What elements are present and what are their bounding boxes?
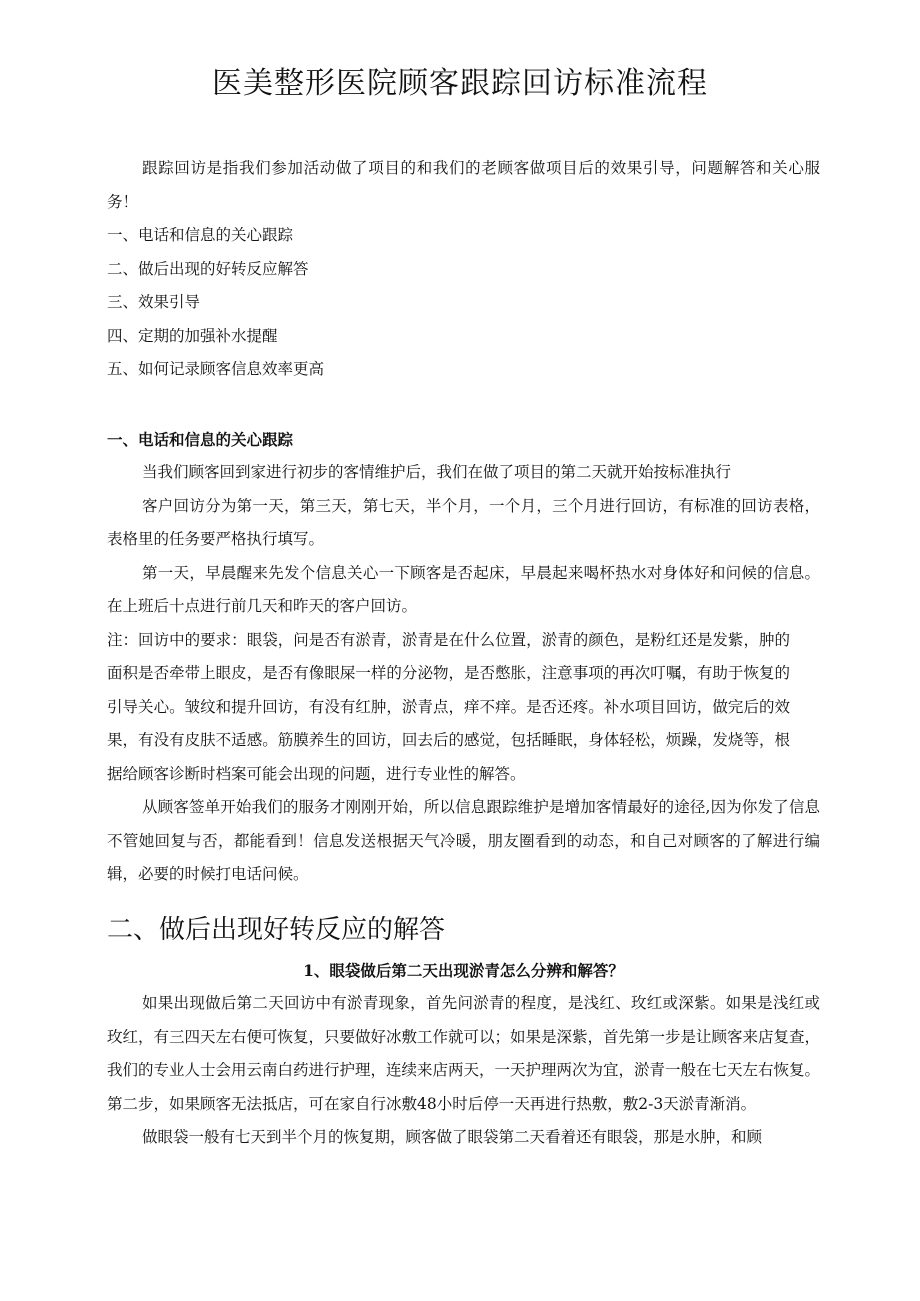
section2-paragraph: 做眼袋一般有七天到半个月的恢复期，顾客做了眼袋第二天看着还有眼袋，那是水肿，和顾	[142, 1128, 763, 1146]
section2-heading: 二、做后出现好转反应的解答	[107, 914, 446, 945]
toc-item: 五、如何记录顾客信息效率更高	[107, 360, 325, 378]
section1-heading: 一、电话和信息的关心跟踪	[107, 429, 294, 449]
page-title: 医美整形医院顾客跟踪回访标准流程	[212, 66, 708, 101]
section1-paragraph: 第一天，早晨醒来先发个信息关心一下顾客是否起床，早晨起来喝杯热水对身体好和问候的信息。在上班后十点进行前几天和昨天的客户回访。	[107, 563, 820, 615]
document-body	[107, 152, 820, 1155]
section1-paragraph: 当我们顾客回到家进行初步的客情维护后，我们在做了项目的第二天就开始按标准执行	[142, 463, 732, 481]
toc-item: 四、定期的加强补水提醒	[107, 326, 278, 345]
section2-subheading: 1、眼袋做后第二天出现淤青怎么分辨和解答？	[303, 960, 624, 980]
section1-paragraph: 客户回访分为第一天，第三天，第七天，半个月，一个月，三个月进行回访，有标准的回访表格，表格里的任务要严格执行填写。	[107, 496, 820, 548]
intro-paragraph: 跟踪回访是指我们参加活动做了项目的和我们的老顾客做项目后的效果引导，问题解答和关心服务！	[107, 159, 820, 211]
section1-paragraph: 从顾客签单开始我们的服务才刚刚开始，所以信息跟踪维护是增加客情最好的途径,因为你发了信息不管她回复与否，都能看到！信息发送根据天气冷暖，朋友圈看到的动态，和自己对顾客的了解进行编辑，必要的时候打电话问候。	[107, 798, 820, 883]
toc-list	[107, 219, 820, 387]
toc-item: 一、电话和信息的关心跟踪	[107, 226, 294, 244]
toc-item: 二、做后出现的好转反应解答	[107, 259, 309, 278]
toc-item: 三、效果引导	[107, 293, 201, 311]
section2-paragraph: 如果出现做后第二天回访中有淤青现象，首先问淤青的程度，是浅红、玫红或深紫。如果是浅红或玫红，有三四天左右便可恢复，只要做好冰敷工作就可以；如果是深紫，首先第一步是让顾客来店复查，我们的专业人士会用云南白药进行护理，连续来店两天，一天护理两次为宜，淤青一般在七天左右恢复。第二步，如果顾客无法抵店，可在家自行冰敷48小时后停一天再进行热敷，敷2-3天淤青渐消。	[107, 994, 821, 1113]
section1-note: 注：回访中的要求：眼袋，问是否有淤青，淤青是在什么位置，淤青的颜色，是粉红还是发紫，肿的面积是否牵带上眼皮，是否有像眼屎一样的分泌物，是否憋胀，注意事项的再次叮嘱，有助于恢复的引导关心。皱纹和提升回访，有没有红肿，淤青点，痒不痒。是否还疼。补水项目回访，做完后的效果，有没有皮肤不适感。筋膜养生的回访，回去后的感觉，包括睡眠，身体轻松，烦躁，发烧等，根据给顾客诊断时档案可能会出现的问题，进行专业性的解答。	[107, 630, 790, 783]
